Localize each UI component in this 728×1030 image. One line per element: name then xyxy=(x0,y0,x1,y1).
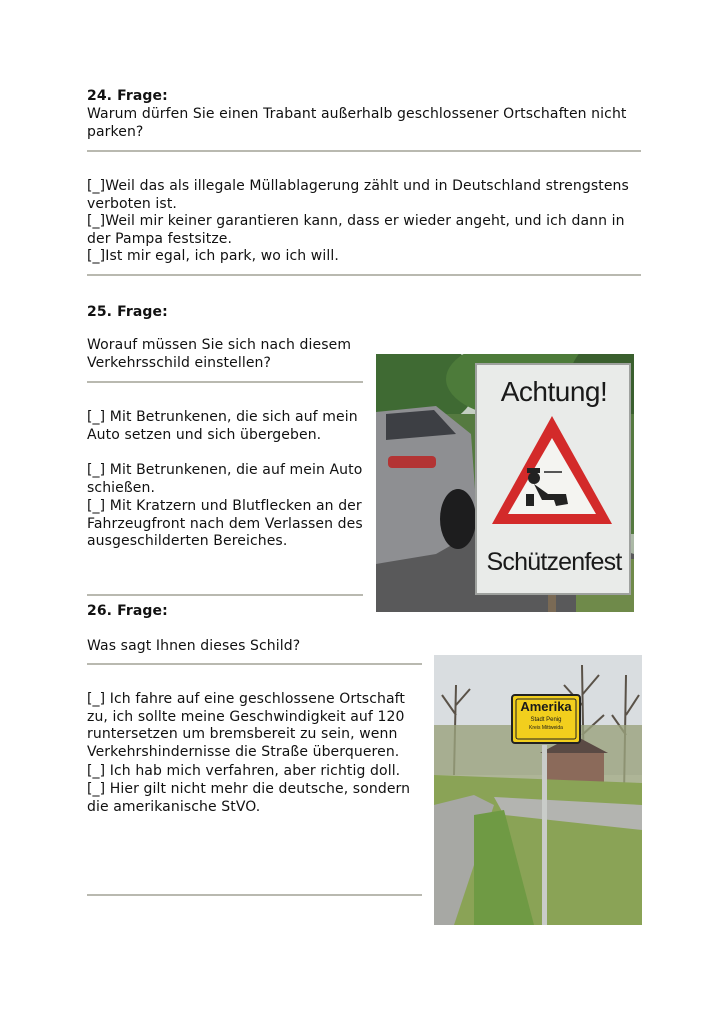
q26-answer-2: [_] Ich hab mich verfahren, aber richtig doll. xyxy=(87,763,401,779)
q25-answer-3: [_] Mit Kratzern und Blutflecken an der Fahrzeugfront nach dem Verlassen des ausgeschilderten Bereiches. xyxy=(87,498,363,550)
amerika-sign-photo xyxy=(434,655,642,925)
sign-achtung-text: Achtung! xyxy=(500,376,608,407)
q25-answer-1: [_] Mit Betrunkenen, die sich auf mein Auto setzen und sich übergeben. xyxy=(87,409,358,443)
q24-question: Warum dürfen Sie einen Trabant außerhalb geschlossener Ortschaften nicht parken? xyxy=(87,106,627,140)
q25-question: Worauf müssen Sie sich nach diesem Verkehrsschild einstellen? xyxy=(87,337,352,371)
q24-divider-top xyxy=(87,150,641,152)
sign-stadt-text: Stadt Penig xyxy=(530,717,562,723)
q26-divider-top xyxy=(87,663,422,665)
q26-question: Was sagt Ihnen dieses Schild? xyxy=(87,638,301,654)
q25-title: 25. Frage: xyxy=(87,304,168,320)
q24-answer-2: [_]Weil mir keiner garantieren kann, dass er wieder angeht, und ich dann in der Pampa festsitze. xyxy=(87,213,625,247)
q25-divider-bottom xyxy=(87,594,363,596)
q24-answer-1: [_]Weil das als illegale Müllablagerung zählt und in Deutschland strengstens verboten ist. xyxy=(87,178,629,212)
q26-answer-1: [_] Ich fahre auf eine geschlossene Ortschaft zu, ich sollte meine Geschwindigkeit auf 120 runtersetzen um bremsbereit zu sein, wenn Verkehrshindernisse die Straße überqueren. xyxy=(87,691,406,760)
sign-kreis-text: Kreis Mittweida xyxy=(529,725,563,731)
schuetzenfest-sign-photo xyxy=(376,354,634,612)
sign-schuetzenfest-text: Schützenfest xyxy=(486,548,622,576)
q26-divider-bottom xyxy=(87,894,422,896)
q25-answer-2: [_] Mit Betrunkenen, die auf mein Auto schießen. xyxy=(87,462,363,496)
q25-divider-top xyxy=(87,381,363,383)
q26-title: 26. Frage: xyxy=(87,603,168,619)
q24-title: 24. Frage: xyxy=(87,88,168,104)
q24-divider-bottom xyxy=(87,274,641,276)
q24-answer-3: [_]Ist mir egal, ich park, wo ich will. xyxy=(87,248,339,264)
sign-amerika-text: Amerika xyxy=(520,699,572,714)
q26-answer-3: [_] Hier gilt nicht mehr die deutsche, sondern die amerikanische StVO. xyxy=(87,781,411,815)
